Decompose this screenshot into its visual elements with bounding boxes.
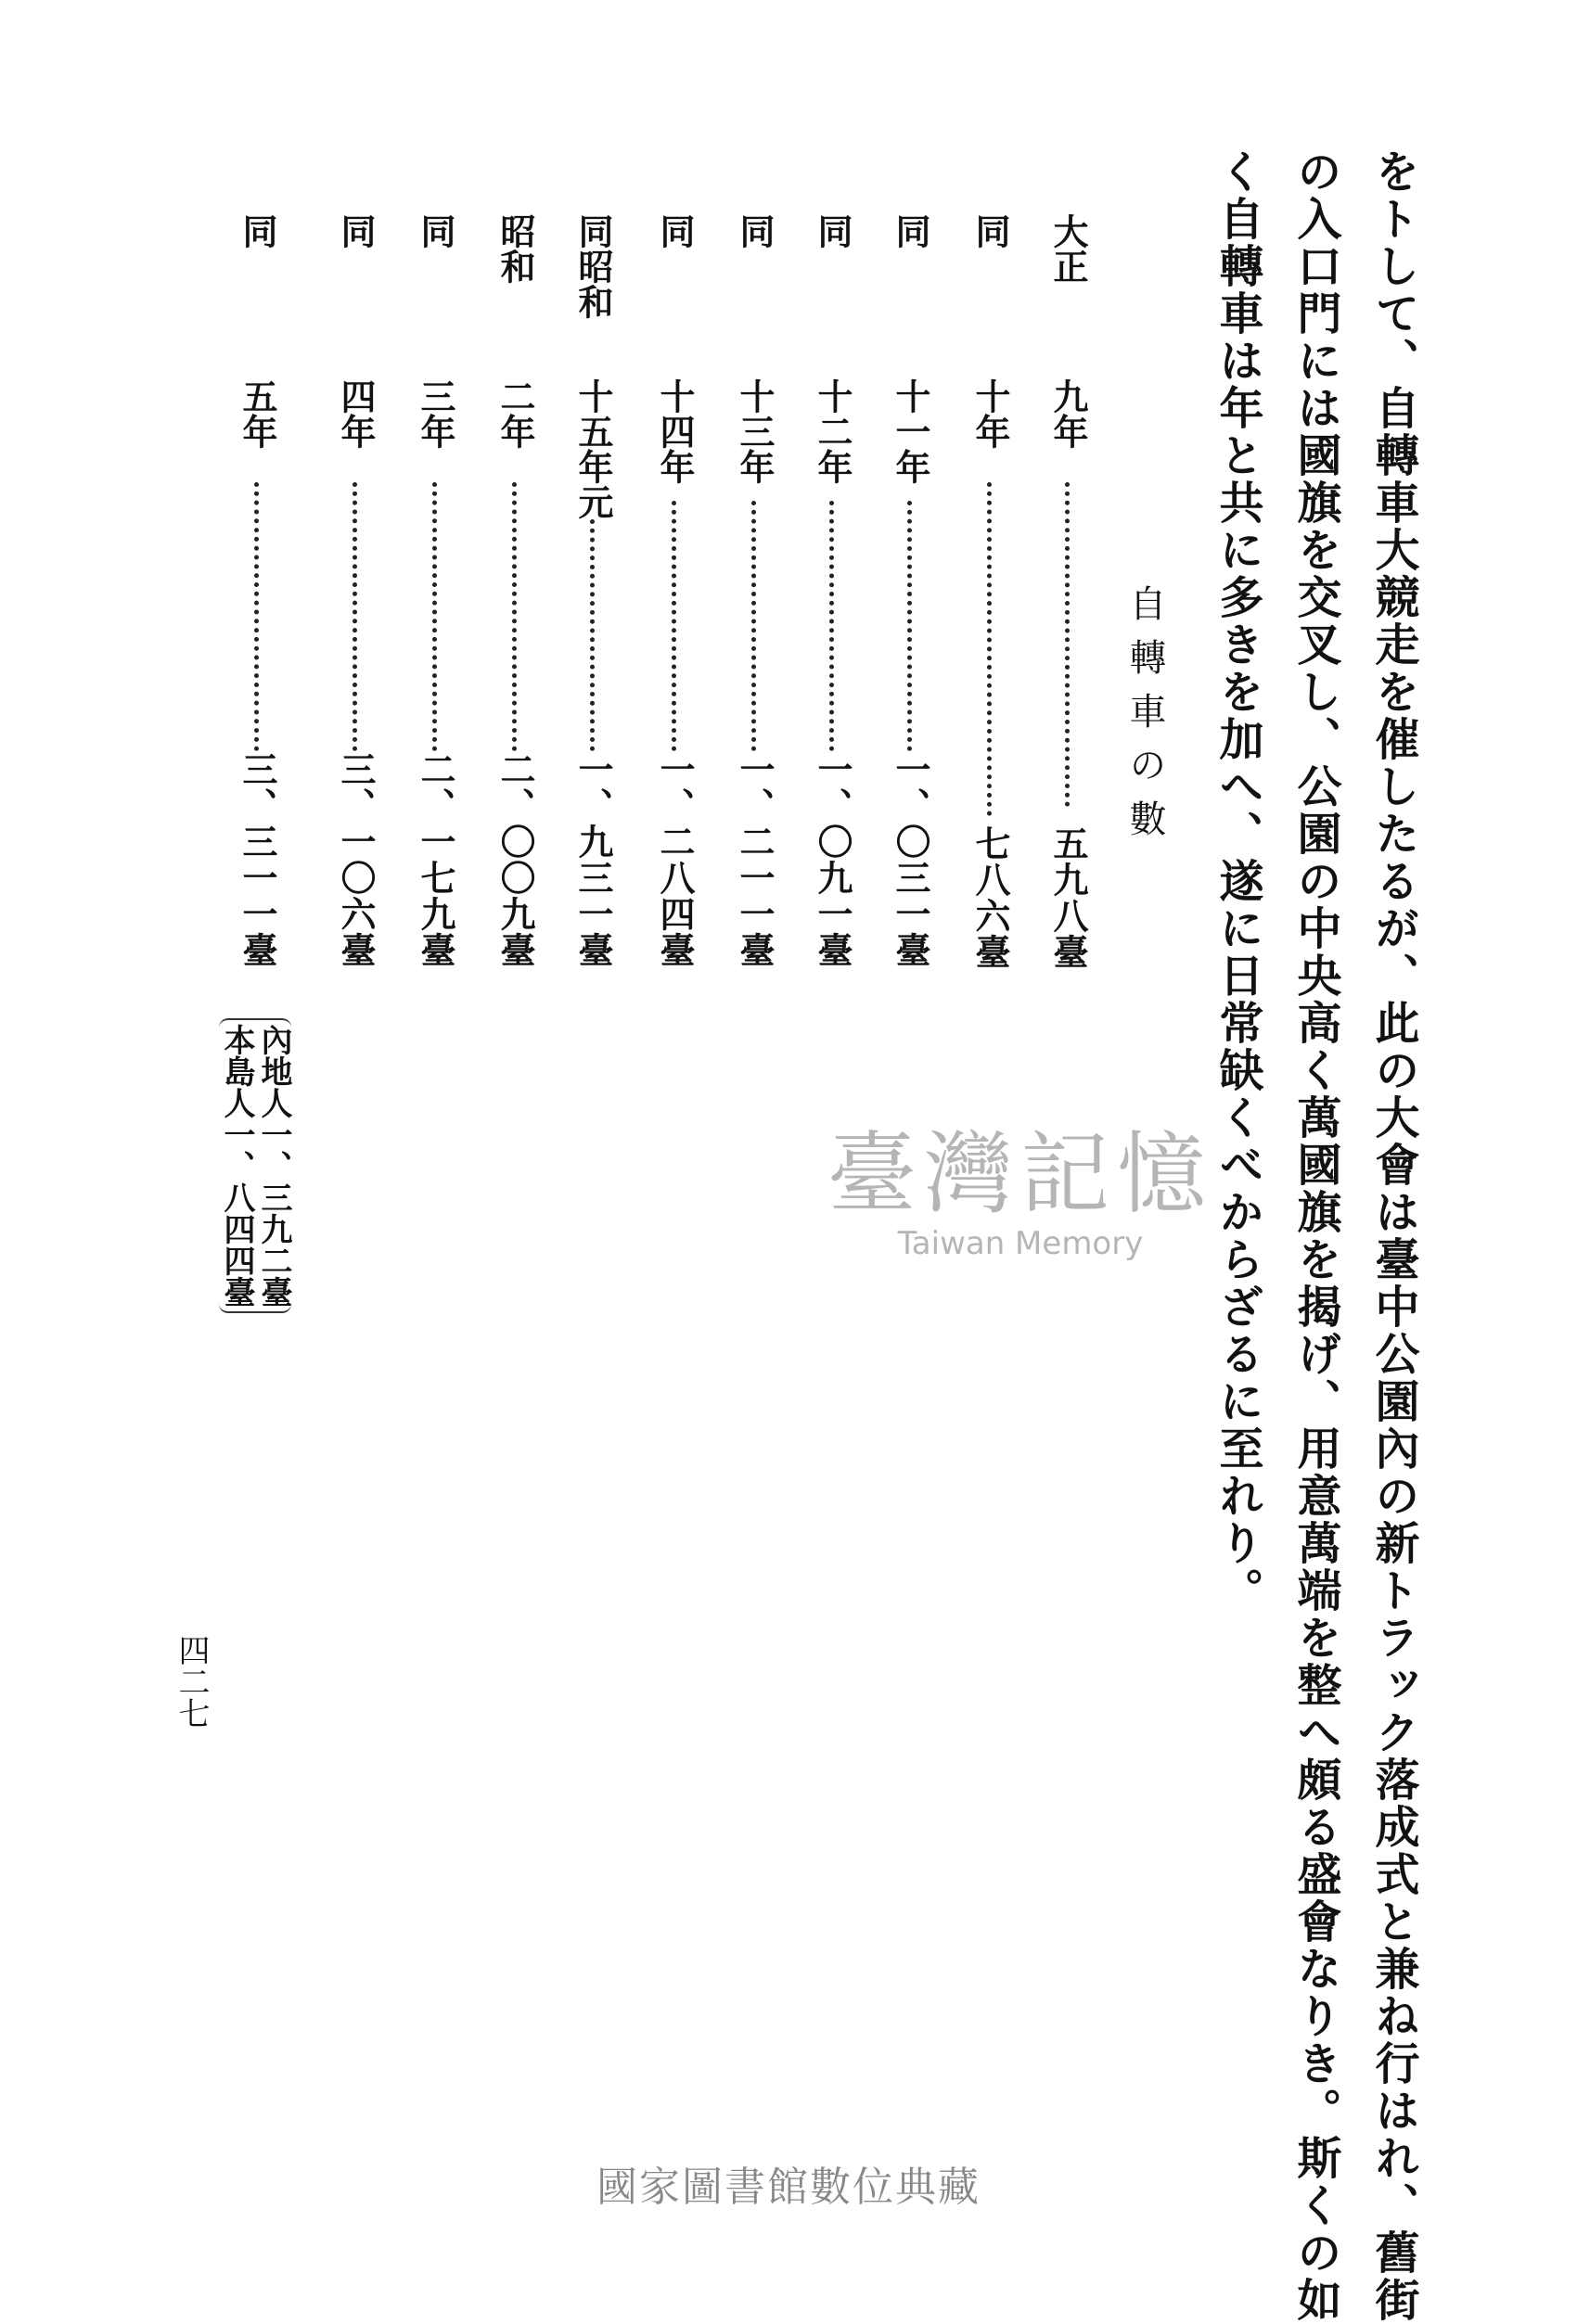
dot-leader [590, 519, 595, 751]
row-era: 同 [415, 213, 456, 249]
row-year: 十四年 [654, 378, 696, 484]
row-year: 十一年 [890, 378, 931, 484]
row-value: 一、二一一臺 [734, 751, 776, 968]
dot-leader [907, 501, 912, 751]
row-year: 三年 [415, 378, 456, 449]
table-heading: 自轉車の數 [1123, 584, 1166, 853]
row-era: 同 [812, 213, 853, 249]
row-value: 一、九三一臺 [572, 751, 614, 968]
dot-leader [254, 482, 259, 751]
note-naichi-count: 內地人一、三九二臺 [255, 1024, 292, 1308]
row-era: 同昭和 [572, 213, 614, 319]
row-era: 同 [654, 213, 696, 249]
breakdown-note [219, 1018, 291, 1313]
dot-leader [987, 482, 992, 816]
watermark-cjk: 臺灣記憶 [827, 1122, 1213, 1226]
watermark-latin: Taiwan Memory [897, 1225, 1144, 1262]
row-value: 二、〇〇九臺 [494, 751, 536, 968]
row-era: 大正 [1047, 213, 1089, 284]
row-value: 一、二八四臺 [654, 751, 696, 968]
row-value: 五九八臺 [1047, 825, 1089, 970]
dot-leader [512, 482, 517, 751]
row-era: 同 [734, 213, 776, 249]
note-hontou-count: 本島人一、八四四臺 [218, 1024, 255, 1308]
dot-leader [829, 501, 834, 751]
taiwan-memory-watermark [788, 1104, 1252, 1262]
row-year: 四年 [335, 378, 377, 449]
row-year: 五年 [237, 378, 278, 449]
row-year: 十年 [969, 378, 1011, 449]
row-value: 三、一〇六臺 [335, 751, 377, 968]
row-year: 十三年 [734, 378, 776, 484]
body-text-line-3: く自轉車は年と共に多きを加へ、遂に日常缺くべからざるに至れり。 [1212, 148, 1263, 1615]
dot-leader [432, 482, 437, 751]
dot-leader [751, 501, 756, 751]
dot-leader [672, 501, 676, 751]
row-value: 三、三一一臺 [237, 751, 278, 968]
row-era: 同 [237, 213, 278, 249]
row-era: 昭和 [494, 213, 536, 284]
library-footer: 國家圖書館數位典藏 [596, 2164, 981, 2211]
row-year: 十二年 [812, 378, 853, 484]
row-value: 一、〇九一臺 [812, 751, 853, 968]
row-value: 七八六臺 [969, 825, 1011, 970]
row-era: 同 [969, 213, 1011, 249]
dot-leader [1065, 482, 1070, 807]
page-number: 四二七 [173, 1634, 210, 1729]
row-value: 二、一七九臺 [415, 751, 456, 968]
row-year: 二年 [494, 378, 536, 449]
dot-leader [353, 482, 357, 751]
row-year: 九年 [1047, 378, 1089, 449]
row-year: 十五年元 [572, 378, 614, 519]
row-era: 同 [335, 213, 377, 249]
row-value: 一、〇三一臺 [890, 751, 931, 968]
body-text-line-2: の入口門には國旗を交叉し、公園の中央高く萬國旗を揭げ、用意萬端を整へ頗る盛會なりき。斯くの如 [1289, 148, 1341, 2324]
row-era: 同 [890, 213, 931, 249]
body-text-line-1: をトして、自轉車大競走を催したるが、此の大會は臺中公園內の新トラック落成式と兼ね行はれ、舊街 [1367, 148, 1419, 2324]
